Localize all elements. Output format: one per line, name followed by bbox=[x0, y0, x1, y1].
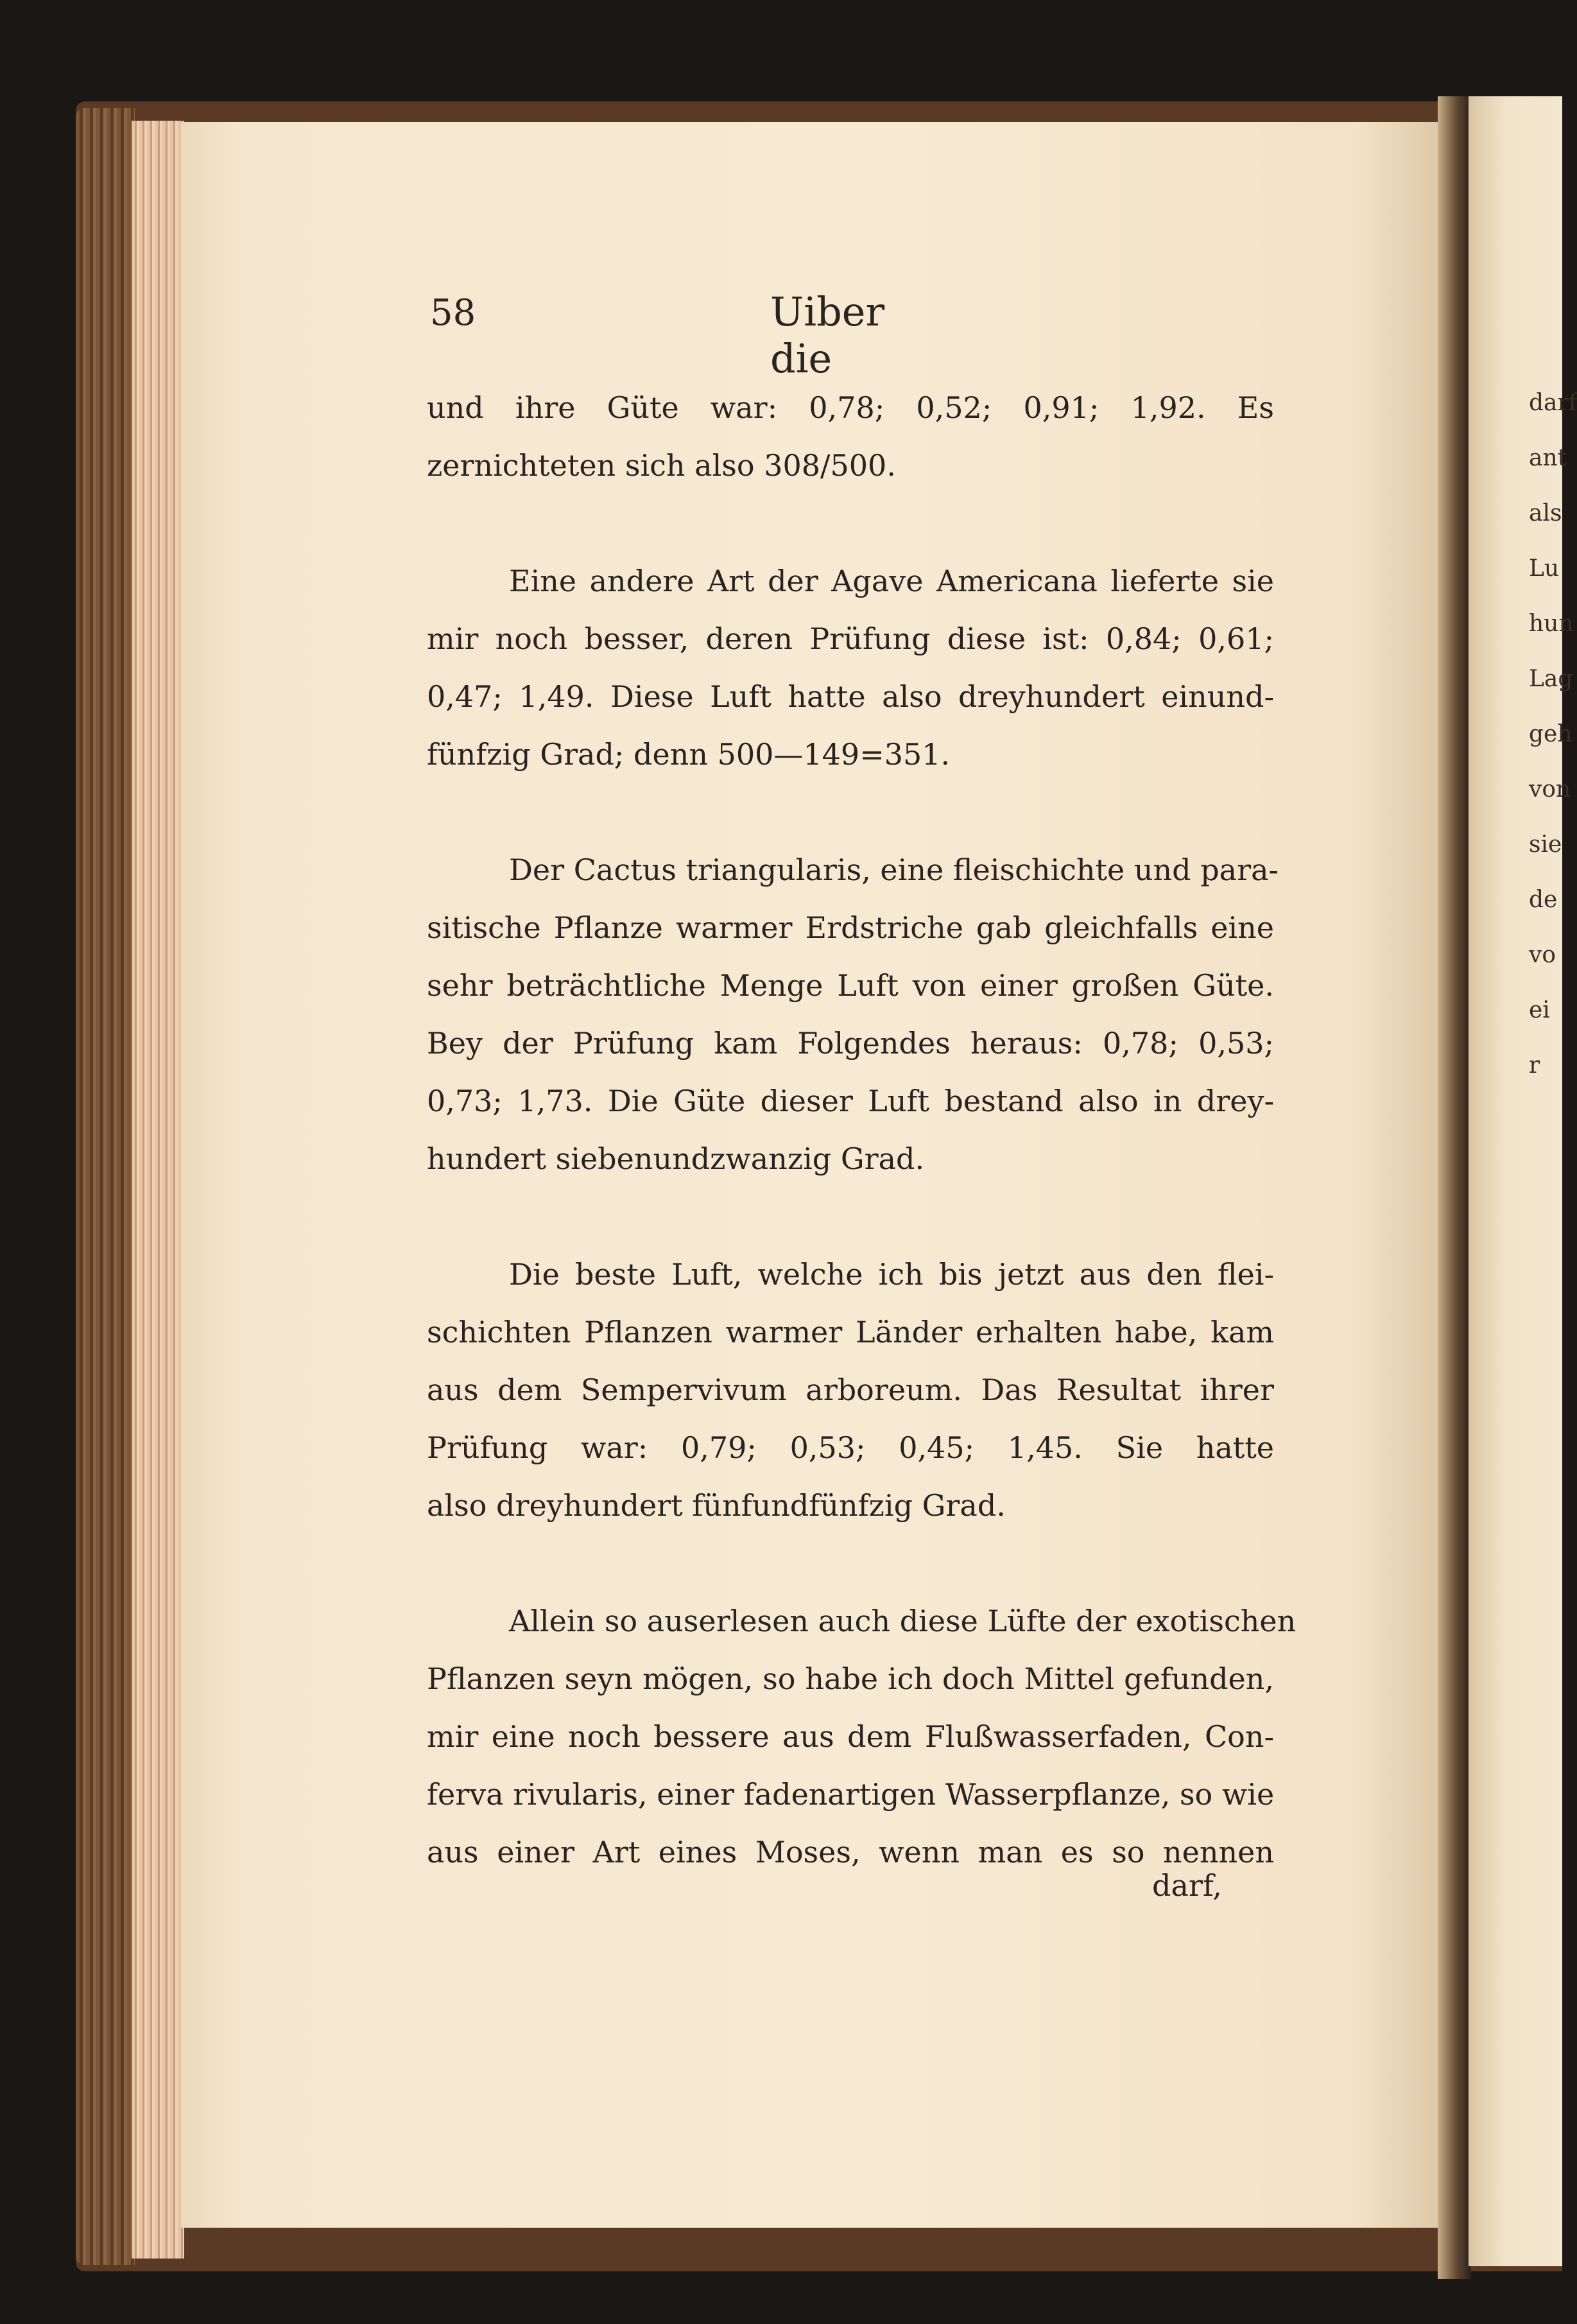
book-gutter bbox=[1438, 96, 1471, 2279]
margin-fragment: darf bbox=[1529, 390, 1577, 416]
margin-fragment: als bbox=[1529, 500, 1562, 526]
margin-fragment: r bbox=[1529, 1052, 1540, 1079]
text-line: Prüfung war: 0,79; 0,53; 0,45; 1,45. Sie hatte bbox=[427, 1430, 1274, 1465]
text-line: fünfzig Grad; denn 500—149=351. bbox=[427, 737, 951, 772]
margin-fragment: geh bbox=[1529, 721, 1573, 747]
paragraph bbox=[427, 1245, 1274, 1534]
body-text bbox=[427, 379, 1297, 1939]
margin-fragment: Lag bbox=[1529, 666, 1573, 692]
margin-fragment: Lu bbox=[1529, 555, 1560, 582]
text-line: Bey der Prüfung kam Folgendes heraus: 0,78; 0,53; bbox=[427, 1026, 1274, 1061]
text-line: Eine andere Art der Agave Americana lieferte sie bbox=[509, 564, 1274, 598]
running-head: Uiber die bbox=[770, 288, 885, 382]
text-line: 0,73; 1,73. Die Güte dieser Luft bestand also in drey- bbox=[427, 1084, 1274, 1118]
margin-fragment: hun bbox=[1529, 611, 1574, 637]
margin-fragment: de bbox=[1529, 887, 1558, 913]
text-line: 0,47; 1,49. Diese Luft hatte also dreyhundert einund- bbox=[427, 679, 1274, 714]
paragraph bbox=[427, 1592, 1297, 1881]
margin-fragment: von bbox=[1529, 776, 1571, 802]
text-line: Die beste Luft, welche ich bis jetzt aus den flei- bbox=[509, 1257, 1274, 1292]
text-line: zernichteten sich also 308/500. bbox=[427, 448, 896, 483]
text-line: sitische Pflanze warmer Erdstriche gab gleichfalls eine bbox=[427, 910, 1274, 945]
margin-fragment: vo bbox=[1529, 942, 1556, 968]
text-line: sehr beträchtliche Menge Luft von einer großen Güte. bbox=[427, 968, 1274, 1003]
text-line: mir noch besser, deren Prüfung diese ist: 0,84; 0,61; bbox=[427, 621, 1274, 656]
margin-fragment: sie bbox=[1529, 831, 1562, 858]
paragraph bbox=[427, 552, 1274, 783]
margin-fragment: ei bbox=[1529, 997, 1550, 1023]
text-line: Pflanzen seyn mögen, so habe ich doch Mittel gefunden, bbox=[427, 1661, 1274, 1696]
facing-page-fragments bbox=[1529, 376, 1577, 1093]
page-edges bbox=[132, 121, 184, 2259]
text-line: aus dem Sempervivum arboreum. Das Resultat ihrer bbox=[427, 1373, 1274, 1407]
text-line: mir eine noch bessere aus dem Flußwasserfaden, Con- bbox=[427, 1719, 1274, 1754]
text-line: und ihre Güte war: 0,78; 0,52; 0,91; 1,92. Es bbox=[427, 390, 1274, 425]
paragraph bbox=[427, 379, 1274, 494]
text-line: also dreyhundert fünfundfünfzig Grad. bbox=[427, 1488, 1006, 1523]
paragraph bbox=[427, 841, 1279, 1188]
text-line: Allein so auserlesen auch diese Lüfte der exotischen bbox=[509, 1604, 1297, 1638]
text-line: aus einer Art eines Moses, wenn man es so nennen bbox=[427, 1835, 1274, 1869]
book-spine bbox=[76, 108, 135, 2265]
page-header bbox=[430, 288, 956, 382]
text-line: ferva rivularis, einer fadenartigen Wasserpflanze, so wie bbox=[427, 1777, 1275, 1812]
text-line: schichten Pflanzen warmer Länder erhalten habe, kam bbox=[427, 1315, 1274, 1349]
margin-fragment: ant bbox=[1529, 445, 1567, 471]
text-line: Der Cactus triangularis, eine fleischichte und para- bbox=[509, 853, 1279, 887]
catchword: darf, bbox=[1152, 1868, 1222, 1903]
page-number: 58 bbox=[430, 292, 476, 334]
text-line: hundert siebenundzwanzig Grad. bbox=[427, 1141, 925, 1176]
